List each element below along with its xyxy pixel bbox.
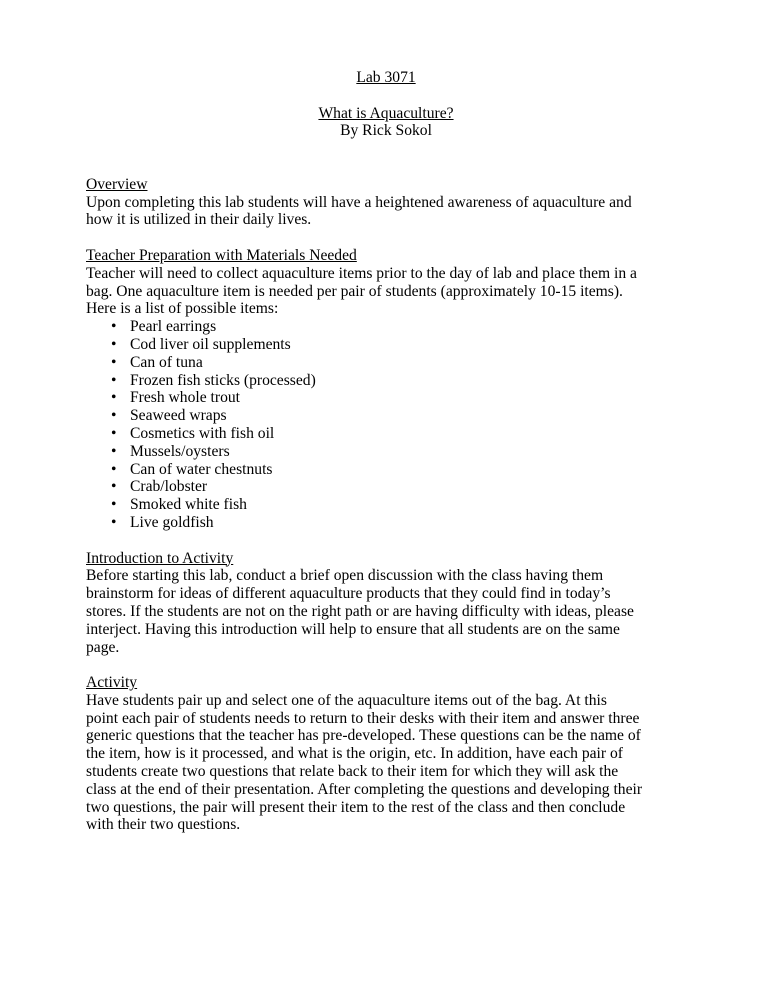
introduction-line: brainstorm for ideas of different aquaculture products that they could find in today’s <box>86 585 611 603</box>
list-item-text: Fresh whole trout <box>130 389 241 407</box>
introduction-line: Before starting this lab, conduct a brief open discussion with the class having them <box>86 567 604 585</box>
list-item <box>86 425 686 443</box>
list-item-text: Cosmetics with fish oil <box>130 424 275 442</box>
list-item-text: Live goldfish <box>130 513 214 531</box>
activity-line: point each pair of students needs to return to their desks with their item and answer three <box>86 709 640 727</box>
list-item-text: Crab/lobster <box>130 478 208 496</box>
list-item <box>86 496 686 514</box>
bullet-icon: • <box>111 389 117 407</box>
overview-line: how it is utilized in their daily lives. <box>86 211 312 229</box>
list-item <box>86 461 686 479</box>
author-line: By Rick Sokol <box>340 122 432 140</box>
document-page <box>86 69 686 834</box>
activity-line: students create two questions that relate back to their item for which they will ask the <box>86 763 619 781</box>
list-item-text: Smoked white fish <box>130 496 247 514</box>
bullet-icon: • <box>111 460 117 478</box>
lab-number: Lab 3071 <box>356 69 416 86</box>
activity-line: two questions, the pair will present their item to the rest of the class and then conclude <box>86 798 626 816</box>
materials-list <box>86 318 686 532</box>
list-item-text: Cod liver oil supplements <box>130 335 291 353</box>
teacher-prep-heading: Teacher Preparation with Materials Needed <box>86 246 357 264</box>
document-title: What is Aquaculture? <box>318 104 454 122</box>
bullet-icon: • <box>111 335 117 353</box>
bullet-icon: • <box>111 478 117 496</box>
bullet-icon: • <box>111 424 117 442</box>
bullet-icon: • <box>111 318 117 336</box>
overview-heading: Overview <box>86 175 148 193</box>
introduction-heading: Introduction to Activity <box>86 549 234 567</box>
activity-line: the item, how is it processed, and what is the origin, etc. In addition, have each pair of <box>86 745 623 763</box>
teacher-prep-line: bag. One aquaculture item is needed per pair of students (approximately 10-15 items). <box>86 282 623 300</box>
teacher-prep-section <box>86 247 686 532</box>
bullet-icon: • <box>111 442 117 460</box>
activity-heading: Activity <box>86 674 138 692</box>
bullet-icon: • <box>111 407 117 425</box>
list-item-text: Frozen fish sticks (processed) <box>130 371 316 389</box>
teacher-prep-line: Teacher will need to collect aquaculture items prior to the day of lab and place them in a <box>86 264 637 282</box>
activity-section <box>86 674 686 834</box>
overview-line: Upon completing this lab students will have a heightened awareness of aquaculture and <box>86 193 632 211</box>
bullet-icon: • <box>111 353 117 371</box>
list-item <box>86 478 686 496</box>
bullet-icon: • <box>111 496 117 514</box>
list-item <box>86 514 686 532</box>
activity-line: Have students pair up and select one of the aquaculture items out of the bag. At this <box>86 691 607 709</box>
list-item-text: Can of water chestnuts <box>130 460 273 478</box>
overview-section <box>86 176 686 229</box>
list-item <box>86 407 686 425</box>
activity-line: generic questions that the teacher has pre-developed. These questions can be the name of <box>86 727 641 745</box>
activity-line: with their two questions. <box>86 816 241 834</box>
introduction-section <box>86 550 686 657</box>
introduction-line: stores. If the students are not on the right path or are having difficulty with ideas, please <box>86 602 634 620</box>
introduction-line: interject. Having this introduction will help to ensure that all students are on the same <box>86 620 620 638</box>
bullet-icon: • <box>111 371 117 389</box>
list-item-text: Pearl earrings <box>130 318 217 336</box>
list-item-text: Seaweed wraps <box>130 407 227 425</box>
teacher-prep-line: Here is a list of possible items: <box>86 300 279 318</box>
list-item <box>86 443 686 461</box>
list-item <box>86 336 686 354</box>
introduction-line: page. <box>86 638 120 656</box>
list-item <box>86 318 686 336</box>
activity-line: class at the end of their presentation. After completing the questions and developing their <box>86 780 643 798</box>
list-item <box>86 372 686 390</box>
bullet-icon: • <box>111 513 117 531</box>
list-item <box>86 389 686 407</box>
list-item-text: Mussels/oysters <box>130 442 230 460</box>
list-item <box>86 354 686 372</box>
list-item-text: Can of tuna <box>130 353 203 371</box>
